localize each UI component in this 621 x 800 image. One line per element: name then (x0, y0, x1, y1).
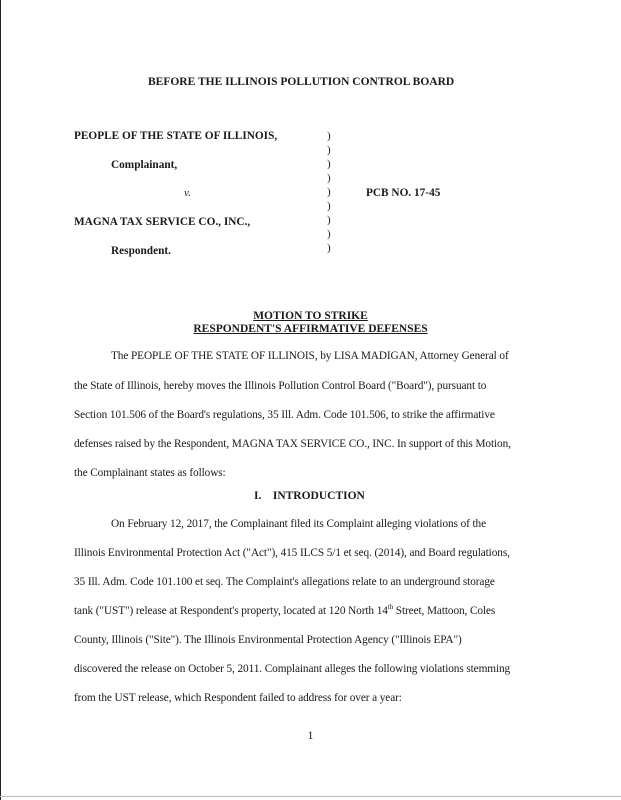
section1-line (74, 605, 495, 617)
scan-left-edge (0, 0, 1, 800)
page-number: 1 (307, 730, 314, 742)
motion-title-line2: RESPONDENT'S AFFIRMATIVE DEFENSES (193, 323, 428, 335)
intro-line: The PEOPLE OF THE STATE OF ILLINOIS, by LISA MADIGAN, Attorney General of (111, 350, 509, 362)
paren: ) (327, 228, 331, 240)
paren: ) (327, 144, 331, 156)
intro-line: the Complainant states as follows: (74, 467, 226, 479)
paren: ) (327, 158, 331, 170)
defendant-name: MAGNA TAX SERVICE CO., INC., (74, 216, 251, 228)
court-heading: BEFORE THE ILLINOIS POLLUTION CONTROL BOARD (148, 76, 455, 88)
paren: ) (327, 186, 331, 198)
plaintiff-name: PEOPLE OF THE STATE OF ILLINOIS, (74, 130, 278, 142)
section1-line: from the UST release, which Respondent failed to address for over a year: (74, 692, 402, 704)
section1-line: On February 12, 2017, the Complainant filed its Complaint alleging violations of the (111, 518, 487, 530)
address-text: tank ("UST") release at Respondent's property, located at 120 North 14 (74, 605, 388, 617)
paren: ) (327, 200, 331, 212)
paren: ) (327, 242, 331, 254)
address-continued: Street, Mattoon, Coles (393, 605, 496, 617)
section-heading-introduction: I. INTRODUCTION (254, 490, 365, 502)
paren: ) (327, 172, 331, 184)
intro-line: Section 101.506 of the Board's regulations, 35 Ill. Adm. Code 101.506, to strike the affirmative (74, 409, 495, 421)
defendant-role: Respondent. (111, 245, 171, 257)
section1-line: 35 Ill. Adm. Code 101.100 et seq. The Complaint's allegations relate to an underground storage (74, 576, 495, 588)
paren: ) (327, 214, 331, 226)
intro-line: defenses raised by the Respondent, MAGNA TAX SERVICE CO., INC. In support of this Motion, (74, 438, 511, 450)
ordinal-suffix: th (387, 603, 394, 612)
plaintiff-role: Complainant, (111, 159, 178, 171)
case-number: PCB NO. 17-45 (366, 187, 441, 199)
scan-bottom-edge (0, 796, 621, 797)
versus-label: v. (184, 187, 191, 199)
section1-line: County, Illinois ("Site"). The Illinois Environmental Protection Agency ("Illinois EPA") (74, 634, 462, 646)
paren: ) (327, 130, 331, 142)
intro-line: the State of Illinois, hereby moves the Illinois Pollution Control Board ("Board"), pursuant to (74, 380, 487, 392)
section1-line: Illinois Environmental Protection Act ("Act"), 415 ILCS 5/1 et seq. (2014), and Board regulations, (74, 547, 510, 559)
motion-title-line1: MOTION TO STRIKE (253, 310, 368, 322)
section1-line: discovered the release on October 5, 2011. Complainant alleges the following violations stemming (74, 663, 511, 675)
